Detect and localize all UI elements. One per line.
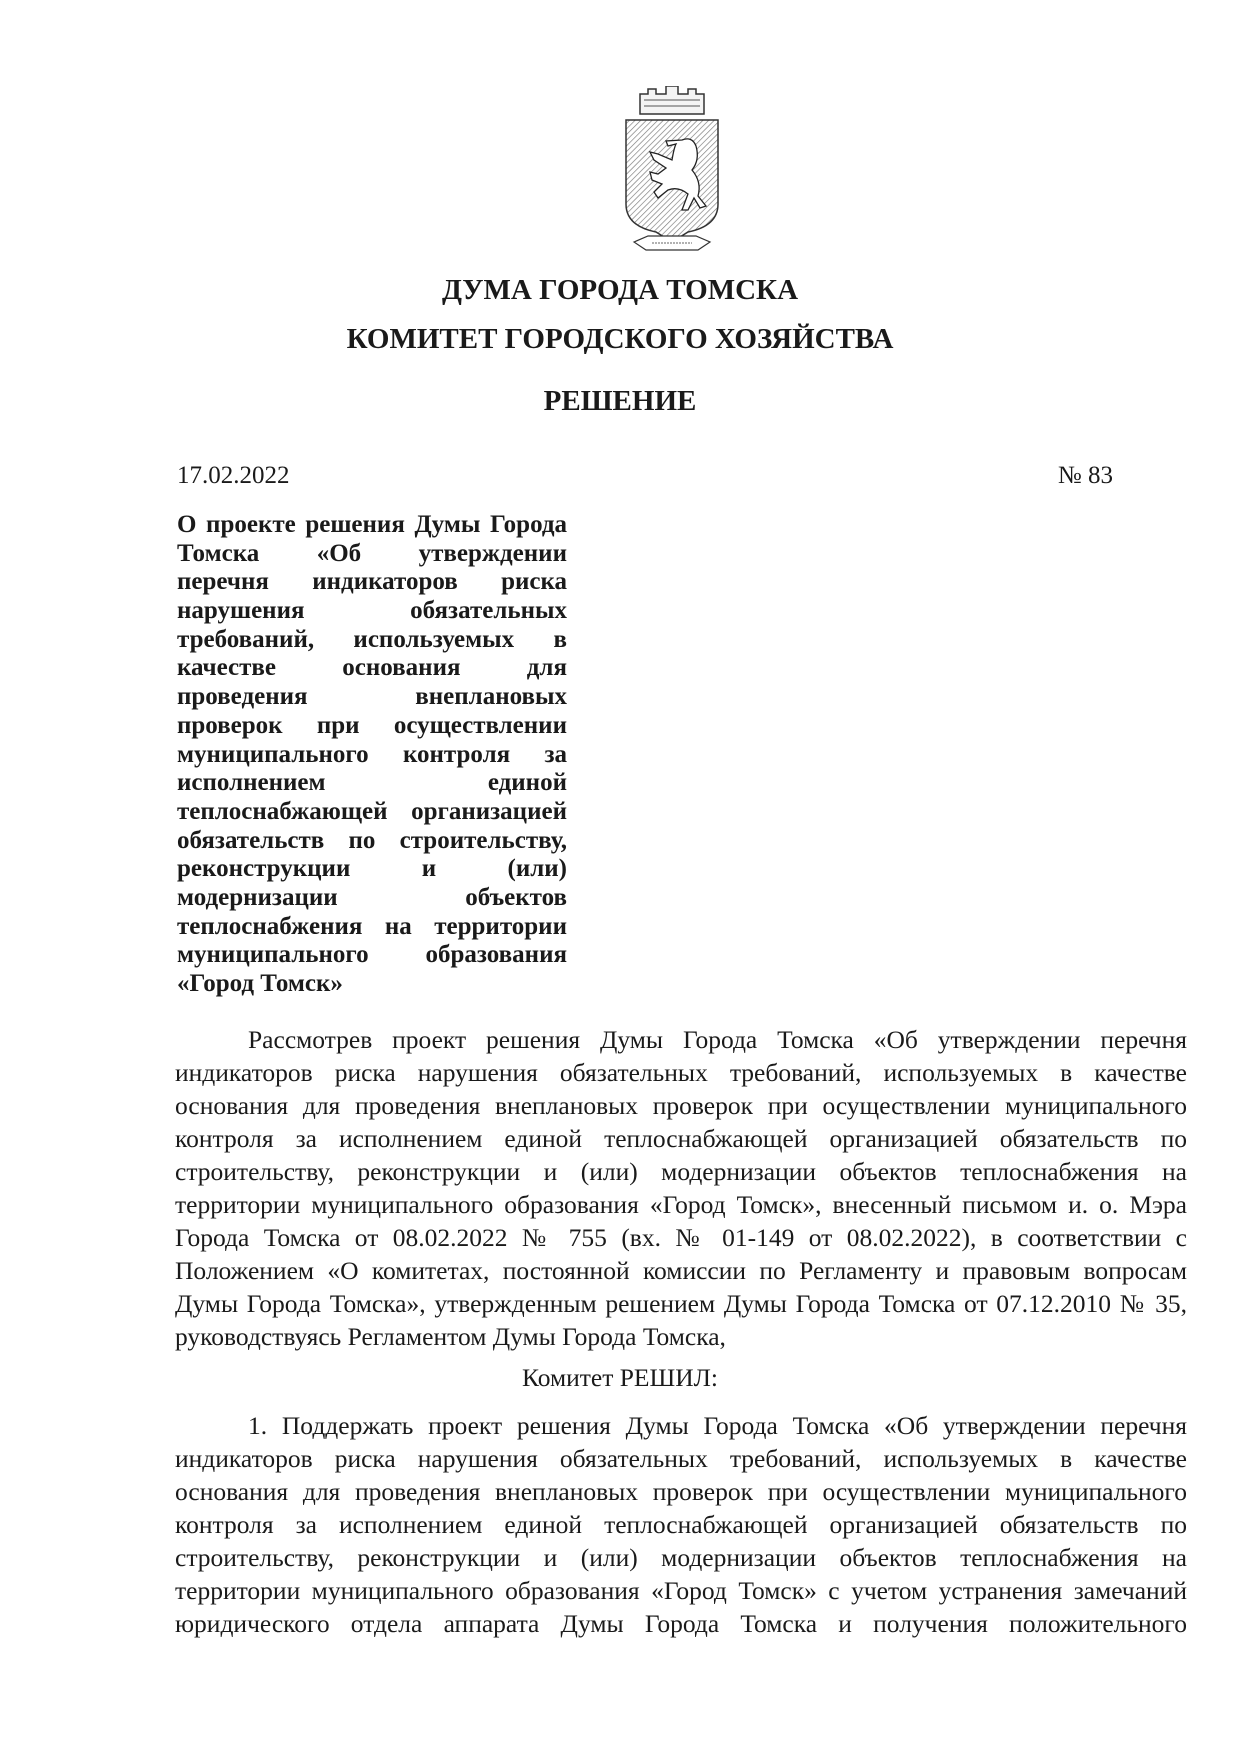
text-line: территории муниципального образования «Город Томск», внесенный письмом и. о. Мэра: [175, 1190, 1187, 1219]
text-line: контроля за исполнением единой теплоснабжающей организацией обязательств по: [175, 1510, 1187, 1539]
text-line: модернизации объектов: [177, 883, 567, 911]
text-line: теплоснабжения на территории: [177, 912, 567, 940]
committee-name-heading: КОМИТЕТ ГОРОДСКОГО ХОЗЯЙСТВА: [346, 323, 894, 355]
text-line: исполнением единой: [177, 769, 567, 797]
decision-subject: [177, 511, 567, 999]
text-line: О проекте решения Думы Города: [177, 511, 567, 538]
text-line: перечня индикаторов риска: [177, 568, 567, 596]
text-line: руководствуясь Регламентом Думы Города Томска,: [175, 1322, 726, 1351]
text-line: Томска «Об утверждении: [177, 539, 567, 567]
text-line: основания для проведения внеплановых проверок при осуществлении муниципального: [175, 1477, 1187, 1506]
text-line: индикаторов риска нарушения обязательных требований, используемых в качестве: [175, 1058, 1187, 1087]
text-line: требований, используемых в: [177, 625, 567, 653]
text-line: строительству, реконструкции и (или) модернизации объектов теплоснабжения на: [175, 1543, 1187, 1572]
text-line: обязательств по строительству,: [177, 826, 567, 854]
text-line: теплоснабжающей организацией: [177, 797, 567, 825]
text-line: строительству, реконструкции и (или) модернизации объектов теплоснабжения на: [175, 1157, 1187, 1186]
text-line: проведения внеплановых: [177, 683, 567, 711]
text-line: муниципального контроля за: [177, 740, 567, 768]
preamble-paragraph: [175, 1023, 1187, 1353]
text-line: Положением «О комитетах, постоянной комиссии по Регламенту и правовым вопросам: [175, 1256, 1187, 1285]
text-line: Рассмотрев проект решения Думы Города Томска «Об утверждении перечня: [248, 1025, 1187, 1054]
text-line: качестве основания для: [177, 654, 567, 682]
decision-date: 17.02.2022: [177, 462, 290, 489]
document-type-heading: РЕШЕНИЕ: [543, 385, 697, 417]
text-line: индикаторов риска нарушения обязательных требований, используемых в качестве: [175, 1444, 1187, 1473]
text-line: 1. Поддержать проект решения Думы Города Томска «Об утверждении перечня: [248, 1411, 1187, 1440]
text-line: Города Томска от 08.02.2022 № 755 (вх. № 01-149 от 08.02.2022), в соответствии с: [175, 1223, 1187, 1252]
text-line: территории муниципального образования «Город Томск» с учетом устранения замечаний: [175, 1576, 1187, 1605]
decision-number: № 83: [1057, 462, 1113, 489]
council-name-heading: ДУМА ГОРОДА ТОМСКА: [441, 274, 799, 306]
decision-item-1: [175, 1409, 1187, 1640]
text-line: муниципального образования: [177, 941, 567, 969]
text-line: реконструкции и (или): [177, 855, 567, 883]
text-line: проверок при осуществлении: [177, 711, 567, 739]
committee-decided-label: Комитет РЕШИЛ:: [521, 1363, 719, 1392]
text-line: «Город Томск»: [177, 970, 343, 997]
text-line: Думы Города Томска», утвержденным решением Думы Города Томска от 07.12.2010 № 35,: [175, 1289, 1187, 1318]
text-line: контроля за исполнением единой теплоснабжающей организацией обязательств по: [175, 1124, 1187, 1153]
text-line: основания для проведения внеплановых проверок при осуществлении муниципального: [175, 1091, 1187, 1120]
text-line: нарушения обязательных: [177, 597, 567, 625]
tomsk-coat-of-arms-emblem: [618, 86, 726, 258]
text-line: юридического отдела аппарата Думы Города Томска и получения положительного: [175, 1609, 1187, 1638]
